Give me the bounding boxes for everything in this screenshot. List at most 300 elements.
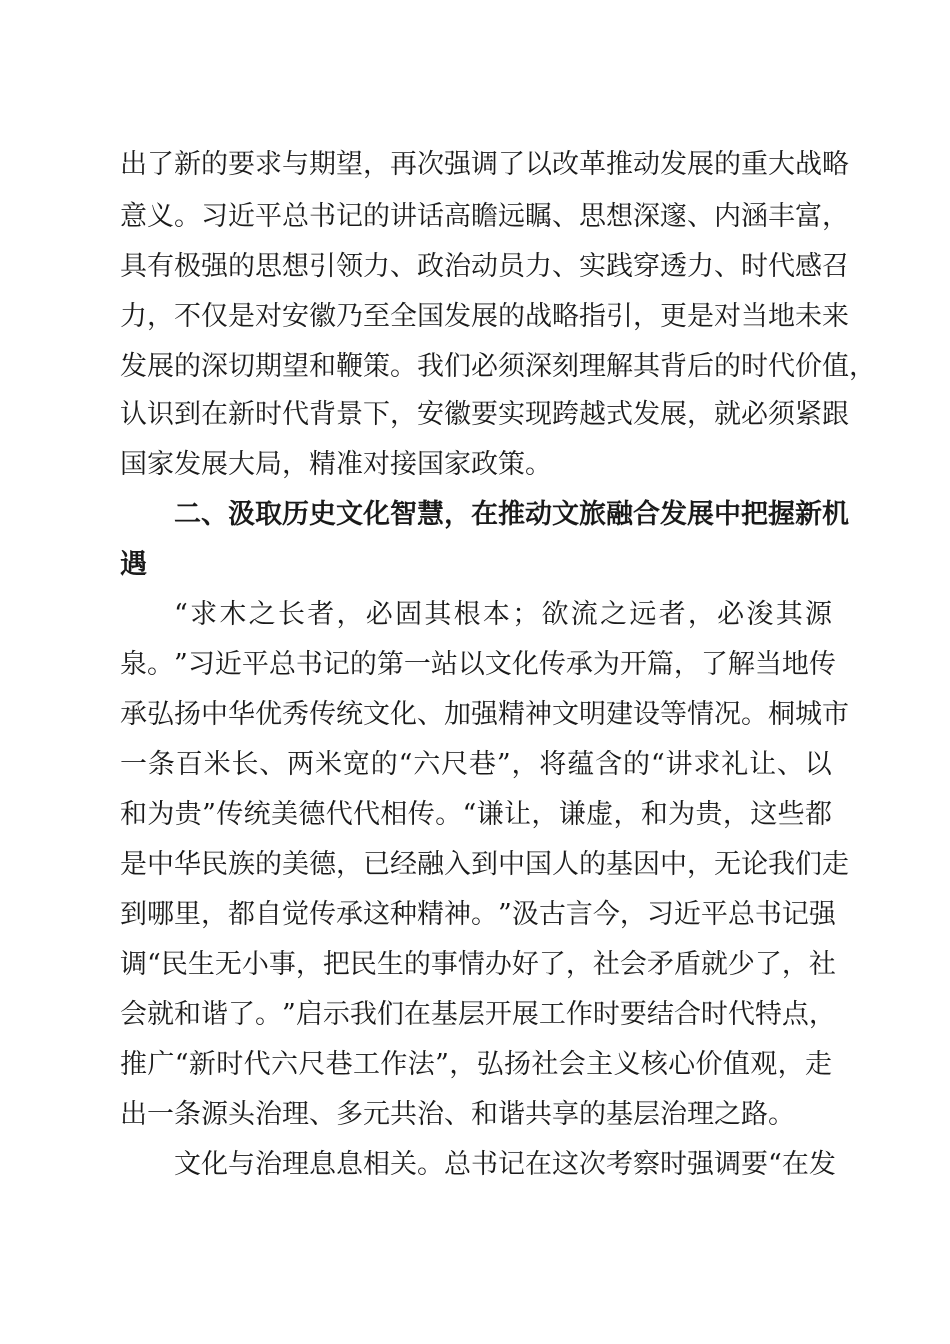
char: 展 (471, 301, 498, 332)
char: 力 (363, 251, 390, 282)
char: 融 (606, 499, 633, 530)
char: 传 (309, 699, 336, 730)
char: 们 (795, 849, 822, 880)
char: 主 (586, 1049, 614, 1080)
char: ； (512, 599, 540, 630)
char: 代 (768, 251, 795, 282)
char: 远 (629, 599, 657, 630)
char: 让 (749, 749, 777, 780)
char: 会 (120, 999, 147, 1030)
char: 发 (660, 499, 687, 530)
char: 弘 (476, 1049, 504, 1080)
char: 望 (282, 351, 309, 382)
char: 法 (407, 1049, 435, 1080)
char: 平 (700, 899, 728, 930)
char: 传 (216, 799, 244, 830)
char: 的 (174, 351, 201, 382)
char: 好 (511, 949, 539, 980)
char: 古 (538, 899, 566, 930)
char: 想 (282, 251, 309, 282)
char: 须 (768, 399, 795, 430)
char: 为 (668, 799, 696, 830)
char: 统 (336, 699, 363, 730)
char: 是 (120, 849, 147, 880)
char: 神 (444, 899, 471, 930)
char: 流 (570, 599, 598, 630)
paragraph-2-line-1 (174, 600, 832, 630)
char: 智 (390, 499, 417, 530)
char: 这 (552, 1149, 579, 1180)
char: 记 (498, 1149, 525, 1180)
char: 期 (309, 149, 336, 180)
char: 、 (552, 201, 579, 232)
char: 民 (201, 849, 228, 880)
char: 对 (255, 301, 282, 332)
char: 平 (241, 649, 269, 680)
char: 跨 (552, 399, 579, 430)
char: 理 (579, 351, 606, 382)
char: 感 (795, 251, 822, 282)
char: 国 (417, 301, 444, 332)
char: 汲 (228, 499, 255, 530)
char: 、 (390, 251, 417, 282)
char: 到 (120, 899, 147, 930)
char: 召 (822, 251, 849, 282)
paragraph-1-line-4 (120, 301, 849, 332)
char: ， (722, 799, 750, 830)
char: 哪 (147, 899, 174, 930)
char: 代 (325, 799, 353, 830)
char: 化 (363, 499, 390, 530)
char: ， (295, 949, 323, 980)
char: 握 (768, 499, 795, 530)
paragraph-2-line-4 (120, 750, 832, 780)
char: 关 (390, 1149, 417, 1180)
char: 传 (309, 899, 336, 930)
char: 书 (471, 1149, 498, 1180)
paragraph-1-line-6 (120, 399, 849, 430)
char: 把 (741, 499, 768, 530)
char: 实 (498, 399, 525, 430)
char: 精 (498, 699, 525, 730)
char: 人 (552, 849, 579, 880)
char: 文 (174, 1149, 201, 1180)
char: 之 (600, 599, 628, 630)
char: 让 (504, 799, 532, 830)
char: 瞻 (471, 201, 498, 232)
char: 六 (270, 1049, 298, 1080)
char: 木 (219, 599, 247, 630)
char: 代 (353, 799, 381, 830)
paragraph-1-line-1 (120, 149, 849, 180)
char: 相 (380, 799, 408, 830)
char: 事 (430, 949, 458, 980)
char: 都 (804, 799, 832, 830)
char: 义 (147, 201, 174, 232)
char: 社 (531, 1049, 559, 1080)
char: 走 (804, 1049, 832, 1080)
char: 当 (741, 301, 768, 332)
char: 现 (525, 399, 552, 430)
char: 略 (552, 301, 579, 332)
char: 是 (228, 301, 255, 332)
char: 的 (349, 649, 377, 680)
char: 策 (363, 351, 390, 382)
char: 动 (633, 149, 660, 180)
char: 们 (444, 351, 471, 382)
char: 将 (539, 749, 567, 780)
char: 社 (808, 949, 836, 980)
char: 少 (727, 949, 755, 980)
char: 展 (660, 399, 687, 430)
char: 走 (822, 849, 849, 880)
char: ， (201, 899, 228, 930)
char: ， (849, 351, 876, 382)
char: 会 (558, 1049, 586, 1080)
char: 代 (727, 999, 755, 1030)
char: 息 (309, 1149, 336, 1180)
char: 调 (120, 949, 147, 980)
char: 背 (309, 399, 336, 430)
char: 、 (776, 749, 804, 780)
char: 取 (255, 499, 282, 530)
char: 义 (613, 1049, 641, 1080)
char: 秀 (282, 699, 309, 730)
char: 工 (353, 1049, 381, 1080)
char: 治 (444, 251, 471, 282)
char: 求 (693, 749, 721, 780)
char: 德 (298, 799, 326, 830)
char: 华 (228, 699, 255, 730)
char: ， (531, 799, 559, 830)
char: 相 (363, 1149, 390, 1180)
paragraph-2-line-7 (120, 899, 836, 930)
char: 员 (498, 251, 525, 282)
char: 了 (498, 149, 525, 180)
paragraph-2-line-10 (120, 1050, 832, 1080)
char: 美 (270, 799, 298, 830)
char: 传 (407, 799, 435, 830)
char: 邃 (660, 201, 687, 232)
section-heading-line-1 (174, 499, 849, 530)
char: 为 (147, 799, 175, 830)
char: 虚 (586, 799, 614, 830)
char: 新 (228, 399, 255, 430)
char: 民 (160, 949, 188, 980)
char: 观 (750, 1049, 778, 1080)
char: 和 (309, 351, 336, 382)
char: 无 (214, 949, 242, 980)
char: “ (147, 949, 161, 980)
char: 切 (228, 351, 255, 382)
char: 徽 (309, 301, 336, 332)
char: 和 (174, 999, 201, 1030)
char: 生 (376, 949, 404, 980)
char: 精 (417, 899, 444, 930)
char: 长 (231, 749, 259, 780)
char: 史 (309, 499, 336, 530)
char: 必 (741, 399, 768, 430)
char: 办 (484, 949, 512, 980)
char: 含 (595, 749, 623, 780)
char: 者 (658, 599, 686, 630)
char: 些 (777, 799, 805, 830)
char: 当 (754, 649, 782, 680)
char: 文 (336, 499, 363, 530)
char: 要 (741, 1149, 768, 1180)
char: 谐 (201, 999, 228, 1030)
char: 宽 (342, 749, 370, 780)
char: 神 (525, 699, 552, 730)
char: 泉 (120, 649, 147, 680)
char: 战 (795, 149, 822, 180)
char: 在 (471, 499, 498, 530)
char: 示 (322, 999, 350, 1030)
char: 力 (687, 251, 714, 282)
char: 文 (552, 699, 579, 730)
char: 出 (120, 149, 147, 180)
char: 在 (201, 399, 228, 430)
char: ” (496, 749, 511, 780)
char: 背 (660, 351, 687, 382)
char: 了 (700, 649, 728, 680)
char: 的 (201, 149, 228, 180)
char: 桐 (768, 699, 795, 730)
char: 旅 (579, 499, 606, 530)
paragraph-2-line-11: 出一条源头治理、多元共治、和谐共享的基层治理之路。 (120, 1099, 795, 1130)
char: 入 (444, 849, 471, 880)
char: 发 (120, 351, 147, 382)
char: 德 (309, 849, 336, 880)
char: 经 (390, 849, 417, 880)
char: 本 (482, 599, 510, 630)
char: ” (498, 899, 512, 930)
char: 后 (687, 351, 714, 382)
char: 深 (201, 351, 228, 382)
char: 时 (700, 999, 728, 1030)
char: 价 (695, 1049, 723, 1080)
char: 文 (484, 649, 512, 680)
char: 今 (592, 899, 620, 930)
char: “ (768, 1149, 782, 1180)
char: 习 (187, 649, 215, 680)
char: ， (687, 849, 714, 880)
char: 。 (174, 201, 201, 232)
char: 发 (444, 301, 471, 332)
char: 为 (592, 649, 620, 680)
char: 里 (174, 899, 201, 930)
char: 时 (660, 1149, 687, 1180)
char: 融 (417, 849, 444, 880)
char: ， (822, 201, 849, 232)
char: 新 (795, 499, 822, 530)
char: 调 (714, 1149, 741, 1180)
char: 要 (228, 149, 255, 180)
char: 华 (174, 849, 201, 880)
char: 中 (714, 499, 741, 530)
char: 以 (457, 649, 485, 680)
char: ， (777, 1049, 805, 1080)
char: 其 (633, 351, 660, 382)
char: 我 (349, 999, 377, 1030)
char: 的 (622, 749, 650, 780)
char: 力 (525, 251, 552, 282)
char: ” (435, 1049, 449, 1080)
char: 矛 (646, 949, 674, 980)
char: 礼 (721, 749, 749, 780)
char: 的 (363, 201, 390, 232)
char: ， (363, 149, 390, 180)
char: 深 (633, 201, 660, 232)
char: 值 (722, 1049, 750, 1080)
char: 重 (741, 149, 768, 180)
char: 站 (430, 649, 458, 680)
char: 习 (201, 201, 228, 232)
paragraph-2-line-8 (120, 949, 836, 980)
char: 二 (174, 499, 201, 530)
char: 是 (687, 301, 714, 332)
char: 其 (775, 599, 803, 630)
char: 透 (660, 251, 687, 282)
char: 望 (336, 149, 363, 180)
char: 情 (457, 949, 485, 980)
char: 加 (444, 699, 471, 730)
char: ” (202, 799, 216, 830)
char: 的 (370, 749, 398, 780)
char: 革 (579, 149, 606, 180)
char: ， (336, 599, 364, 630)
char: 条 (147, 749, 175, 780)
char: 强 (808, 899, 836, 930)
char: 了 (754, 949, 782, 980)
char: 到 (174, 399, 201, 430)
char: 化 (201, 1149, 228, 1180)
char: 书 (295, 649, 323, 680)
char: 启 (295, 999, 323, 1030)
char: 近 (214, 649, 242, 680)
char: 欲 (541, 599, 569, 630)
char: 时 (741, 351, 768, 382)
char: 引 (309, 251, 336, 282)
char: 米 (315, 749, 343, 780)
char: 察 (633, 1149, 660, 1180)
char: 习 (646, 899, 674, 930)
char: 都 (228, 899, 255, 930)
char: 强 (444, 149, 471, 180)
char: 必 (365, 599, 393, 630)
char: 无 (714, 849, 741, 880)
char: 对 (714, 301, 741, 332)
char: ， (781, 949, 809, 980)
char: 、 (417, 699, 444, 730)
char: 会 (619, 949, 647, 980)
char: 求 (255, 149, 282, 180)
char: 具 (120, 251, 147, 282)
char: 治 (255, 1149, 282, 1180)
char: 把 (322, 949, 350, 980)
char: 指 (579, 301, 606, 332)
char: “ (462, 799, 477, 830)
char: 。 (435, 799, 463, 830)
char: 其 (424, 599, 452, 630)
char: 自 (255, 899, 282, 930)
char: 开 (619, 649, 647, 680)
char: 必 (717, 599, 745, 630)
char: 与 (228, 1149, 255, 1180)
char: 次 (579, 1149, 606, 1180)
char: 展 (511, 999, 539, 1030)
char: 政 (417, 251, 444, 282)
char: 根 (453, 599, 481, 630)
section-heading-line-2: 遇 (120, 549, 147, 580)
char: 设 (633, 699, 660, 730)
char: 地 (768, 301, 795, 332)
char: 书 (309, 201, 336, 232)
char: 记 (781, 899, 809, 930)
char: 动 (525, 499, 552, 530)
char: 言 (565, 899, 593, 930)
char: 强 (687, 1149, 714, 1180)
char: 平 (255, 201, 282, 232)
char: 合 (673, 999, 701, 1030)
char: 未 (795, 301, 822, 332)
char: 考 (606, 1149, 633, 1180)
char: 了 (228, 999, 255, 1030)
char: 强 (471, 699, 498, 730)
char: 总 (268, 649, 296, 680)
char: 总 (282, 201, 309, 232)
char: 展 (687, 499, 714, 530)
char: “ (174, 1049, 189, 1080)
char: 紧 (795, 399, 822, 430)
char: ， (619, 899, 647, 930)
char: 了 (147, 149, 174, 180)
char: 弘 (147, 699, 174, 730)
char: 国 (525, 849, 552, 880)
char: 传 (538, 649, 566, 680)
char: 动 (471, 251, 498, 282)
char: 贵 (695, 799, 723, 830)
char: 基 (430, 999, 458, 1030)
char: 就 (714, 399, 741, 430)
char: 长 (277, 599, 305, 630)
char: 我 (417, 351, 444, 382)
char: 记 (336, 201, 363, 232)
char: 力 (120, 301, 147, 332)
char: 强 (201, 251, 228, 282)
char: 的 (714, 149, 741, 180)
char: 已 (363, 849, 390, 880)
char: 以 (525, 149, 552, 180)
char: 极 (174, 251, 201, 282)
char: 须 (498, 351, 525, 382)
char: 。 (255, 999, 282, 1030)
char: 至 (363, 301, 390, 332)
char: 的 (498, 301, 525, 332)
char: 化 (390, 699, 417, 730)
char: 种 (390, 899, 417, 930)
char: 践 (606, 251, 633, 282)
char: 识 (147, 399, 174, 430)
char: 巷 (325, 1049, 353, 1080)
char: 式 (606, 399, 633, 430)
char: “ (174, 599, 188, 630)
char: 因 (633, 849, 660, 880)
char: 扬 (504, 1049, 532, 1080)
char: 在 (525, 1149, 552, 1180)
char: ， (565, 949, 593, 980)
char: 总 (727, 899, 755, 930)
